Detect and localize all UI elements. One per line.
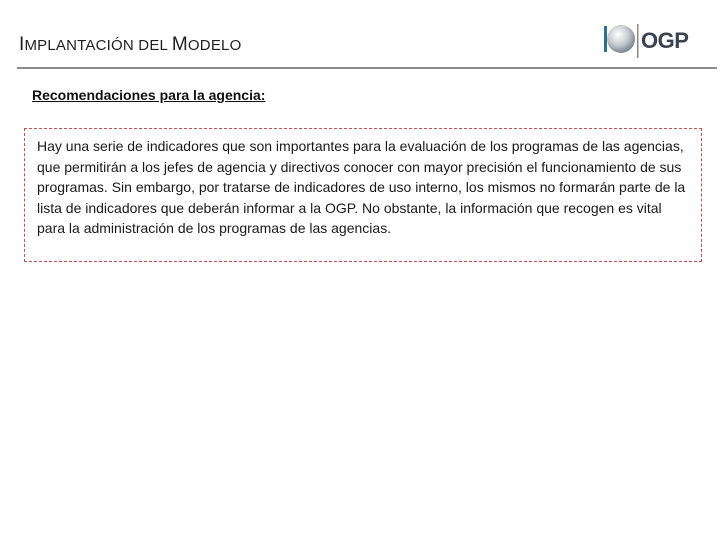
title-text-1: MPLANTACIÓN DEL bbox=[24, 37, 172, 54]
logo-divider bbox=[637, 24, 639, 58]
body-paragraph: Hay una serie de indicadores que son importantes para la evaluación de los programas de las agencias, que permitirán a los jefes de agencia y directivos conocer con mayor precisión el funcionamiento de sus programas. Sin embargo, por tratarse de indicadores de uso interno, los mismos no formarán parte de la lista de indicadores que deberán informar a la OGP. No obstante, la información que recogen es vital para la administración de los programas de las agencias. bbox=[37, 138, 686, 236]
logo-text: OGP bbox=[641, 28, 689, 53]
section-subtitle: Recomendaciones para la agencia: bbox=[32, 87, 266, 103]
header-divider bbox=[17, 67, 717, 69]
logo-sphere-icon bbox=[607, 25, 635, 53]
ogp-logo bbox=[604, 20, 704, 62]
title-initial-1: I bbox=[19, 34, 25, 55]
slide-title bbox=[19, 34, 241, 56]
logo-accent-bar bbox=[604, 26, 607, 52]
title-initial-2: M bbox=[171, 34, 188, 55]
title-text-2: ODELO bbox=[187, 37, 242, 54]
